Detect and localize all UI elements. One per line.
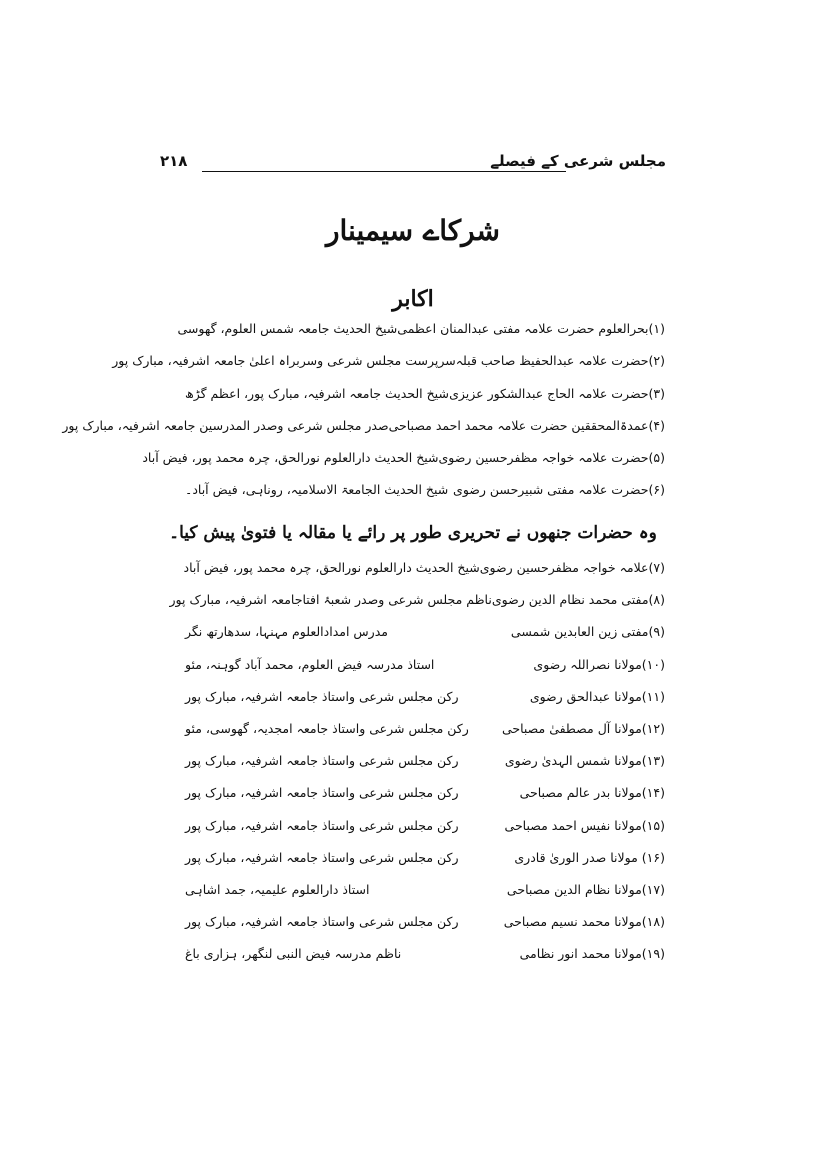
participant-name: (۴)عمدۃالمحققین حضرت علامہ محمد احمد مصباحی [388, 417, 665, 433]
participant-role: استاذ دارالعلوم علیمیہ، جمد اشاہی [185, 881, 370, 897]
participant-name: (۶)حضرت علامہ مفتی شبیرحسن رضوی [453, 482, 665, 498]
participant-name: (۱۳)مولانا شمس الہدیٰ رضوی [504, 753, 665, 769]
participant-name: (۱۱)مولانا عبدالحق رضوی [529, 688, 665, 704]
participant-name: (۳)حضرت علامہ الحاج عبدالشکور عزیزی [449, 385, 665, 401]
participant-name: (۱۹)مولانا محمد انور نظامی [519, 946, 665, 962]
running-header-title: مجلس شرعی کے فیصلے [490, 152, 666, 170]
list-item [185, 818, 665, 850]
participant-role: رکن مجلس شرعی واستاذ جامعہ اشرفیہ، مبارک پور [185, 785, 459, 801]
participant-role: شیخ الحدیث دارالعلوم نورالحق، چرہ محمد پور، فیض آباد [183, 560, 480, 575]
participant-name: (۵)حضرت علامہ خواجہ مظفرحسین رضوی [438, 450, 665, 466]
list-item [177, 321, 665, 353]
participant-role: سرپرست مجلس شرعی وسربراہ اعلیٰ جامعہ اشرفیہ، مبارک پور [112, 353, 456, 369]
list-item [185, 882, 665, 914]
list-item [185, 914, 665, 946]
list-item [185, 482, 665, 514]
list-item [185, 721, 665, 753]
participant-role: رکن مجلس شرعی واستاذ جامعہ امجدیہ، گھوسی، مئو [185, 720, 469, 736]
participant-role: صدر مجلس شرعی وصدر المدرسین جامعہ اشرفیہ، مبارک پور [62, 417, 389, 433]
list-item [185, 386, 665, 418]
section-heading-akabir: اکابر [392, 286, 434, 312]
contributors-list [169, 560, 665, 978]
section-heading-contributors: وہ حضرات جنھوں نے تحریری طور پر رائے یا مقالہ یا فتویٰ پیش کیا۔ [169, 523, 657, 543]
list-item [185, 946, 665, 978]
participant-role: استاذ مدرسہ فیض العلوم، محمد آباد گوہنہ، مئو [185, 656, 435, 672]
participant-name: (۱۴)مولانا بدر عالم مصباحی [519, 785, 665, 801]
list-item [112, 353, 665, 385]
participant-role: رکن مجلس شرعی واستاذ جامعہ اشرفیہ، مبارک پور [185, 817, 459, 833]
page-title: شرکاے سیمینار [326, 214, 500, 247]
akabir-list [62, 321, 665, 515]
participant-name: (۱)بحرالعلوم حضرت علامہ مفتی عبدالمنان اعظمی [397, 321, 665, 336]
participant-name: (۱۶) مولانا صدر الوریٰ قادری [514, 849, 665, 865]
participant-name: (۹)مفتی زین العابدین شمسی [510, 624, 665, 640]
list-item [185, 850, 665, 882]
list-item [185, 560, 665, 592]
participant-name: (۷)علامہ خواجہ مظفرحسین رضوی [479, 560, 665, 575]
list-item [169, 592, 665, 624]
participant-role: ناظم مدرسہ فیض النبی لنگھر، ہزاری باغ [185, 946, 402, 962]
participant-role: شیخ الحدیث جامعہ شمس العلوم، گھوسی [177, 321, 398, 336]
participant-role: ناظم مجلس شرعی وصدر شعبۂ افتاجامعہ اشرفیہ، مبارک پور [169, 592, 492, 608]
participant-role: رکن مجلس شرعی واستاذ جامعہ اشرفیہ، مبارک پور [185, 688, 459, 704]
participant-role: شیخ الحدیث الجامعۃ الاسلامیہ، روناہی، فیض آباد۔ [185, 482, 449, 498]
participant-name: (۱۵)مولانا نفیس احمد مصباحی [504, 817, 665, 833]
list-item [185, 753, 665, 785]
list-item [185, 785, 665, 817]
participant-role: رکن مجلس شرعی واستاذ جامعہ اشرفیہ، مبارک پور [185, 753, 459, 769]
page-number: ۲۱۸ [160, 152, 188, 170]
participant-name: (۱۸)مولانا محمد نسیم مصباحی [503, 914, 665, 930]
participant-role: شیخ الحدیث جامعہ اشرفیہ، مبارک پور، اعظم گڑھ [185, 385, 449, 401]
participant-role: رکن مجلس شرعی واستاذ جامعہ اشرفیہ، مبارک پور [185, 849, 459, 865]
participant-role: مدرس امدادالعلوم مہنہا، سدھارتھ نگر [185, 624, 388, 640]
list-item [185, 624, 665, 656]
participant-name: (۸)مفتی محمد نظام الدین رضوی [491, 592, 665, 608]
participant-role: شیخ الحدیث دارالعلوم نورالحق، چرہ محمد پور، فیض آباد [142, 450, 439, 466]
header-rule [202, 171, 566, 172]
list-item [185, 689, 665, 721]
participant-name: (۱۰)مولانا نصراللہ رضوی [533, 656, 665, 672]
participant-name: (۲)حضرت علامہ عبدالحفیظ صاحب قبلہ [455, 353, 665, 369]
participant-name: (۱۲)مولانا آل مصطفیٰ مصباحی [501, 720, 665, 736]
list-item [62, 417, 665, 450]
page-header [160, 152, 666, 178]
participant-name: (۱۷)مولانا نظام الدین مصباحی [506, 881, 665, 897]
list-item [142, 450, 665, 482]
list-item [185, 657, 665, 689]
participant-role: رکن مجلس شرعی واستاذ جامعہ اشرفیہ، مبارک پور [185, 914, 459, 930]
